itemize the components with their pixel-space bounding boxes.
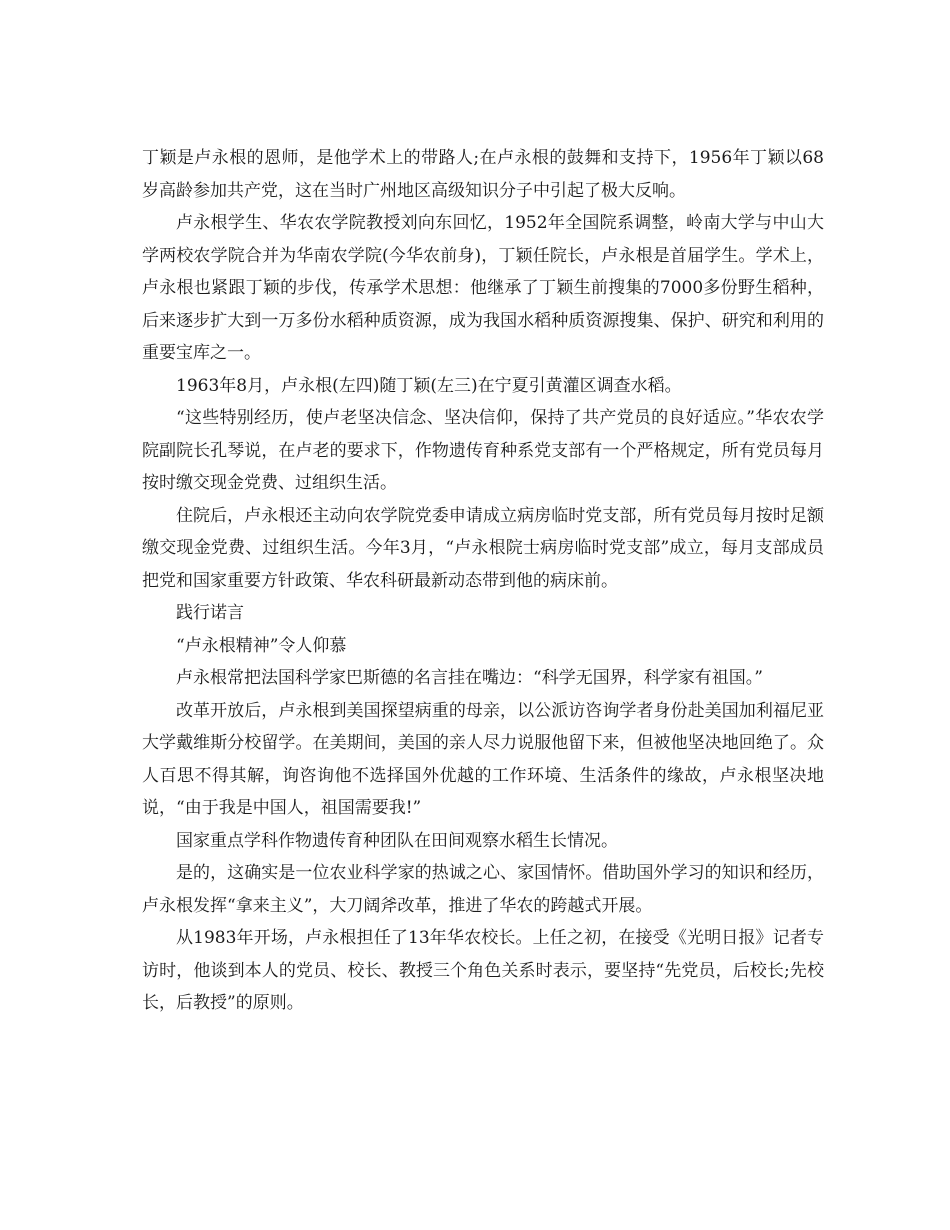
- paragraph-8: 卢永根常把法国科学家巴斯德的名言挂在嘴边：“科学无国界，科学家有祖国。”: [176, 668, 763, 688]
- paragraph-5: 住院后，卢永根还主动向农学院党委申请成立病房临时党支部，所有党员每月按时足额缴交现金党费、过组织生活。今年3月，“卢永根院士病房临时党支部”成立，每月支部成员把党和国家重要方针政策、华农科研最新动态带到他的病床前。: [142, 505, 824, 591]
- paragraph-11: 是的，这确实是一位农业科学家的热诚之心、家国情怀。借助国外学习的知识和经历，卢永根发挥“拿来主义”，大刀阔斧改革，推进了华农的跨越式开展。: [142, 863, 824, 916]
- paragraph-12: 从1983年开场，卢永根担任了13年华农校长。上任之初，在接受《光明日报》记者专访时，他谈到本人的党员、校长、教授三个角色关系时表示，要坚持“先党员，后校长;先校长，后教授”的原则。: [142, 928, 824, 1013]
- paragraph-3-photo-caption: 1963年8月，卢永根(左四)随丁颖(左三)在宁夏引黄灌区调查水稻。: [176, 375, 682, 396]
- paragraph-4: “这些特别经历，使卢老坚决信念、坚决信仰，保持了共产党员的良好适应。”华农农学院副院长孔琴说，在卢老的要求下，作物遗传育种系党支部有一个严格规定，所有党员每月按时缴交现金党费、过组织生活。: [142, 408, 824, 493]
- section-heading-line-1: 践行诺言: [176, 603, 244, 623]
- paragraph-10-photo-caption: 国家重点学科作物遗传育种团队在田间观察水稻生长情况。: [176, 830, 618, 851]
- paragraph-1: 丁颖是卢永根的恩师，是他学术上的带路人;在卢永根的鼓舞和支持下，1956年丁颖以68岁高龄参加共产党，这在当时广州地区高级知识分子中引起了极大反响。: [142, 148, 824, 201]
- paragraph-2: 卢永根学生、华农农学院教授刘向东回忆，1952年全国院系调整，岭南大学与中山大学两校农学院合并为华南农学院(今华农前身)，丁颖任院长，卢永根是首届学生。学术上，卢永根也紧跟丁颖的步伐，传承学术思想：他继承了丁颖生前搜集的7000多份野生稻种，后来逐步扩大到一万多份水稻种质资源，成为我国水稻种质资源搜集、保护、研究和利用的重要宝库之一。: [142, 213, 824, 363]
- section-heading-line-2: “卢永根精神”令人仰慕: [176, 635, 347, 656]
- paragraph-9: 改革开放后，卢永根到美国探望病重的母亲，以公派访咨询学者身份赴美国加利福尼亚大学戴维斯分校留学。在美期间，美国的亲人尽力说服他留下来，但被他坚决地回绝了。众人百思不得其解，询咨询他不选择国外优越的工作环境、生活条件的缘故，卢永根坚决地说，“由于我是中国人，祖国需要我!”: [142, 700, 824, 818]
- document-page: [142, 142, 824, 1020]
